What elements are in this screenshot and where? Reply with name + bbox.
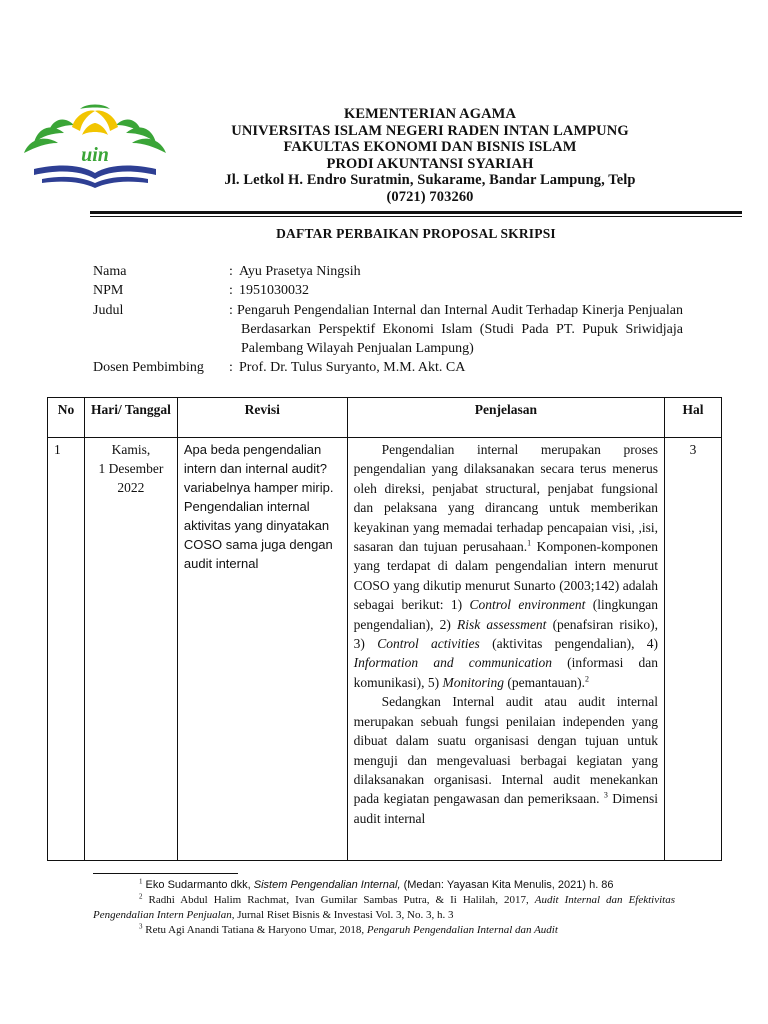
term-control-environment: Control environment <box>469 597 586 613</box>
colon: : <box>229 360 233 376</box>
address-line: Jl. Letkol H. Endro Suratmin, Sukarame, Bandar Lampung, Telp <box>224 172 636 188</box>
row-date <box>84 438 177 861</box>
text: (Medan: Yayasan Kita Menulis, 2021) h. 86 <box>400 879 614 891</box>
judul-label: Judul <box>93 302 124 318</box>
row-penjelasan <box>347 438 664 861</box>
faculty-name: FAKULTAS EKONOMI DAN BISNIS ISLAM <box>283 139 577 155</box>
header-no: No <box>48 398 85 438</box>
text: (penafsiran risiko), 3) <box>353 616 659 652</box>
text: Komponen-komponen yang terdapat di dalam pengendalian intern menurut COSO yang dikutip menurut Sunarto (2003;142) adalah sebagai berikut: 1) <box>353 539 659 613</box>
header-hari-tanggal: Hari/ Tanggal <box>84 398 177 438</box>
text: (lingkungan pengendalian), 2) <box>353 597 659 632</box>
colon: : <box>229 302 233 318</box>
row-date-day-month: 1 Desember <box>98 461 164 476</box>
info-row-npm <box>93 281 683 300</box>
colon: : <box>229 283 233 299</box>
letterhead <box>180 106 680 205</box>
judul-value: Pengaruh Pengendalian Internal dan Internal Audit Terhadap Kinerja Penjualan Berdasarkan Perspektif Ekonomi Islam (Studi Pada PT. Pupuk Sriwidjaja Palembang Wilayah Penjualan Lampung) <box>237 302 683 357</box>
nama-label: Nama <box>93 264 127 279</box>
penjelasan-paragraph-2 <box>354 692 658 828</box>
letterhead-divider-thin <box>90 216 742 217</box>
penjelasan-paragraph-1 <box>354 440 658 692</box>
term-risk-assessment: Risk assessment <box>457 616 547 632</box>
info-row-judul <box>93 301 683 359</box>
revision-table <box>47 397 722 861</box>
university-name: UNIVERSITAS ISLAM NEGERI RADEN INTAN LAMPUNG <box>231 122 629 139</box>
text: Audit Internal dan Efektivitas Pengendalian Intern Penjualan <box>93 894 675 921</box>
row-day: Kamis, <box>111 442 151 457</box>
text: (informasi dan komunikasi), 5) <box>353 655 659 690</box>
text: Pengendalian internal merupakan proses pengendalian yang dilaksanakan secara terus menerus oleh direksi, penjabat structural, penjabat fungsional dan pelaksana yang dirancang untuk memberikan keyakinan yang memadai terhadap pencapaian visi, ,isi, sasaran dan tujuan perusahaan. <box>353 442 659 555</box>
phone-line: (0721) 703260 <box>386 188 474 205</box>
colon: : <box>229 264 233 279</box>
text: Sistem Pengendalian Internal, <box>253 879 401 891</box>
svg-text:uin: uin <box>81 144 109 166</box>
footnote-number: 3 <box>139 922 143 931</box>
footnote-number: 2 <box>139 892 143 901</box>
text: Pengaruh Pengendalian Internal dan Audit <box>366 924 558 936</box>
footnote-ref-1: 1 <box>527 538 532 548</box>
row-date-year: 2022 <box>117 480 145 495</box>
letterhead-divider-thick <box>90 211 742 214</box>
footnote-ref-3: 3 <box>603 790 608 800</box>
text: Dimensi audit internal <box>353 791 659 826</box>
ministry-name: KEMENTERIAN AGAMA <box>343 106 517 122</box>
table-row <box>48 438 722 861</box>
text: Radhi Abdul Halim Rachmat, Ivan Gumilar Sambas Putra, & Ii Halilah, 2017, <box>142 894 535 906</box>
row-revisi: Apa beda pengendalian intern dan internal audit? variabelnya hamper mirip. Pengendalian internal aktivitas yang dinyatakan COSO sama juga dengan audit internal <box>177 438 347 861</box>
document-title: DAFTAR PERBAIKAN PROPOSAL SKRIPSI <box>276 226 556 241</box>
footnote-number: 1 <box>139 877 143 886</box>
text: , Jurnal Riset Bisnis & Investasi Vol. 3, No. 3, h. 3 <box>231 909 454 921</box>
text: (pemantauan). <box>504 674 586 690</box>
dosen-label: Dosen Pembimbing <box>93 360 204 376</box>
term-control-activities: Control activities <box>377 636 480 652</box>
uin-logo-icon <box>20 103 170 191</box>
term-monitoring: Monitoring <box>442 674 505 690</box>
table-header-row <box>48 398 722 438</box>
footnote-3 <box>93 923 675 938</box>
student-info <box>93 262 683 378</box>
row-page: 3 <box>665 438 722 861</box>
header-hal: Hal <box>665 398 722 438</box>
info-row-nama <box>93 262 683 281</box>
nama-value: Ayu Prasetya Ningsih <box>239 264 361 279</box>
footnote-1 <box>93 878 675 893</box>
npm-value: 1951030032 <box>239 283 309 299</box>
footnote-ref-2: 2 <box>585 674 590 684</box>
footnote-2 <box>93 893 675 923</box>
program-name: PRODI AKUNTANSI SYARIAH <box>326 155 534 172</box>
text: Sedangkan Internal audit atau audit internal merupakan sebuah fungsi penilaian independen yang dibuat dalam suatu organisasi dengan tujuan untuk menguji dan mengevaluasi berbagai kegiatan yang dilaksanakan organisasi. Internal audit menekankan pada kegiatan pengawasan dan pemeriksaan. <box>353 694 659 807</box>
term-information-communication: Information and communication <box>353 655 552 671</box>
footnotes <box>93 878 675 938</box>
info-row-dosen <box>93 358 683 377</box>
text: Retu Agi Anandi Tatiana & Haryono Umar, 2018, <box>142 924 367 936</box>
header-revisi: Revisi <box>177 398 347 438</box>
text: (aktivitas pengendalian), 4) <box>479 636 659 652</box>
npm-label: NPM <box>93 283 124 299</box>
dosen-value: Prof. Dr. Tulus Suryanto, M.M. Akt. CA <box>239 360 466 376</box>
row-number: 1 <box>48 438 85 861</box>
text: Eko Sudarmanto dkk, <box>142 879 254 891</box>
footnote-separator <box>93 873 238 874</box>
header-penjelasan: Penjelasan <box>347 398 664 438</box>
